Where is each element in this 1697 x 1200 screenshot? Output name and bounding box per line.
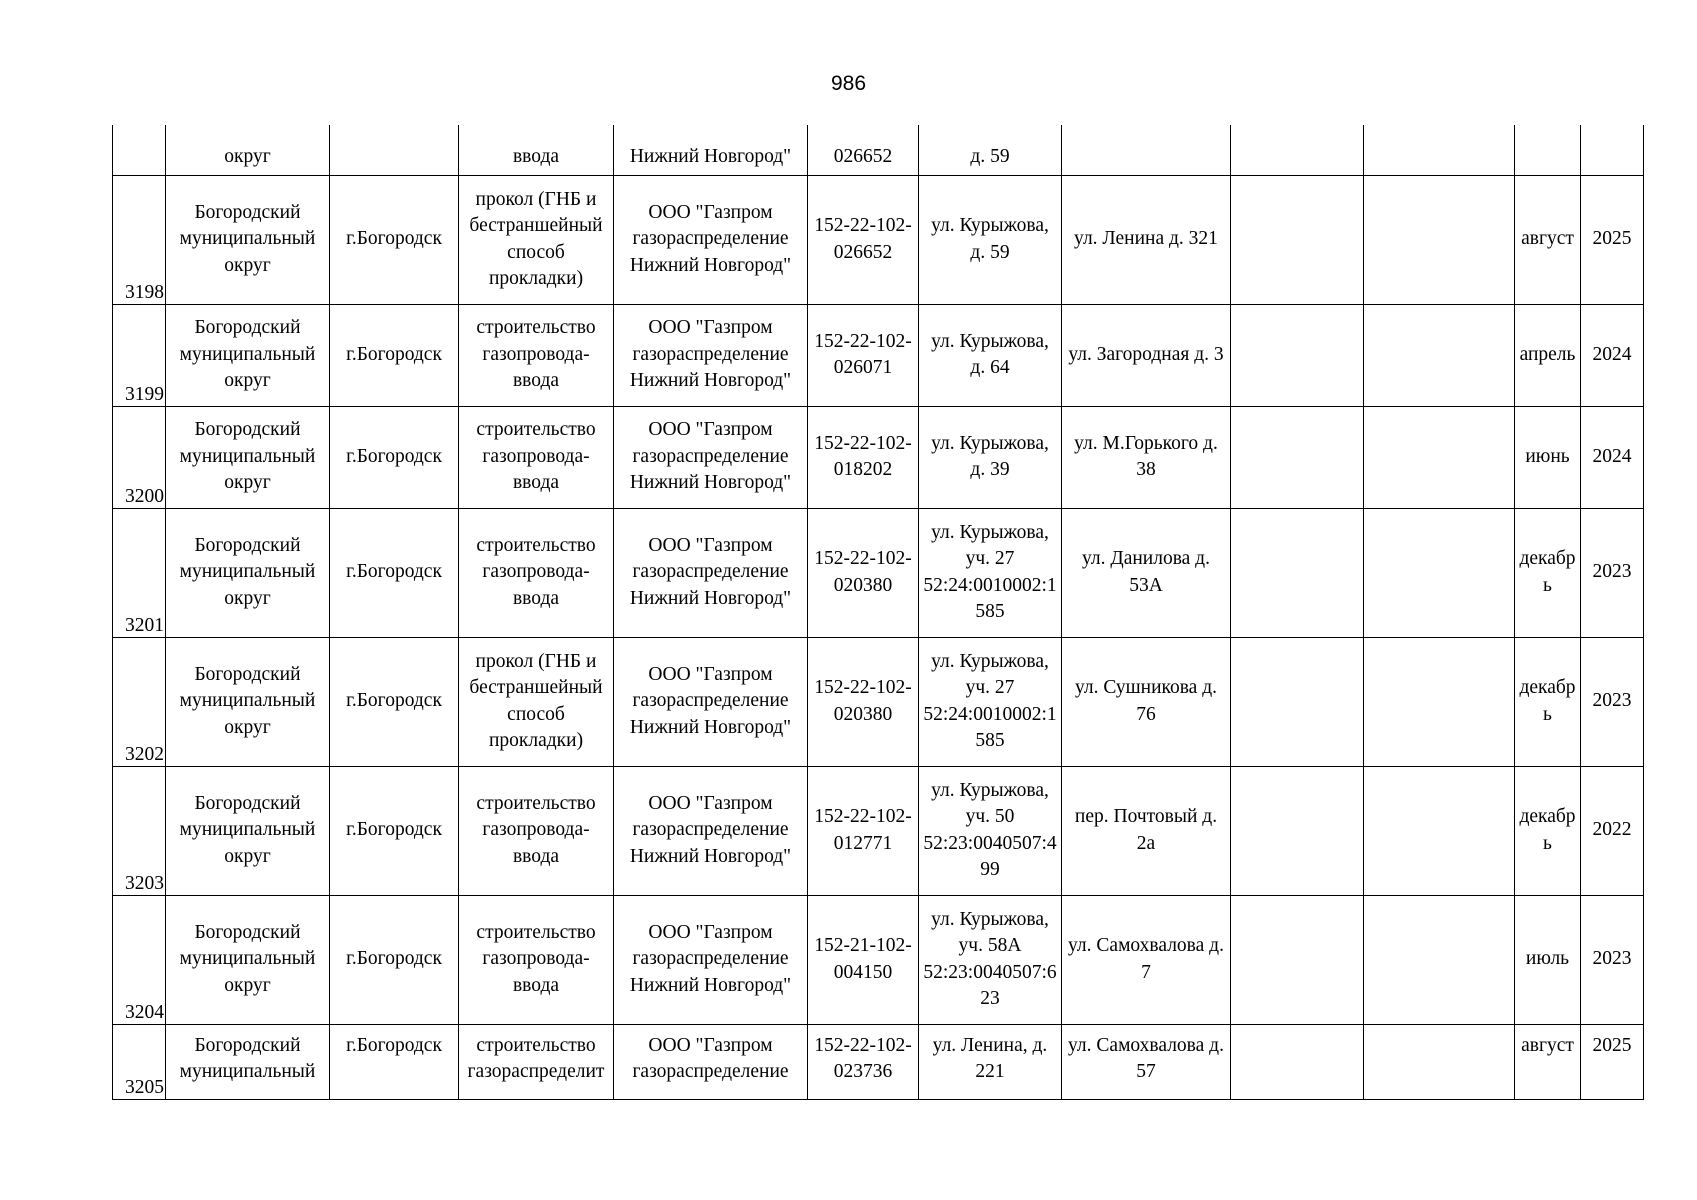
- work-type-cell: [459, 766, 614, 895]
- application-code-text: 152-22-102- 020380: [814, 677, 912, 725]
- year-text: 2023: [1592, 690, 1632, 712]
- address-cell: [919, 175, 1062, 304]
- table-body: [113, 125, 1644, 1099]
- table-row: [113, 175, 1644, 304]
- organization-cell: [614, 508, 808, 637]
- district-text: округ: [224, 146, 271, 167]
- application-code-cell: [808, 766, 919, 895]
- city-text: г.Богородск: [346, 690, 442, 712]
- work-type-text: строительство газопровода- ввода: [476, 792, 596, 867]
- connection-object-text: ул. М.Горького д. 38: [1074, 432, 1218, 480]
- month-text: декабр ь: [1519, 548, 1576, 596]
- address-text: д. 59: [970, 146, 1010, 167]
- organization-cell: [614, 1024, 808, 1099]
- district-cell: [166, 508, 330, 637]
- row-number: [113, 125, 166, 175]
- address-text: ул. Ленина, д. 221: [932, 1034, 1048, 1082]
- district-cell: [166, 175, 330, 304]
- empty-cell: [1364, 304, 1515, 406]
- work-type-cell: [459, 406, 614, 508]
- city-cell: [330, 125, 459, 175]
- city-cell: [330, 508, 459, 637]
- connection-object-cell: [1062, 766, 1231, 895]
- connection-object-cell: [1062, 406, 1231, 508]
- city-cell: [330, 766, 459, 895]
- empty-cell: [1364, 406, 1515, 508]
- table-row: [113, 125, 1644, 175]
- address-text: ул. Курыжова, д. 64: [931, 330, 1049, 378]
- table-row: [113, 406, 1644, 508]
- year-cell: [1581, 406, 1644, 508]
- address-cell: [919, 125, 1062, 175]
- empty-cell: [1364, 766, 1515, 895]
- empty-cell: [1231, 406, 1364, 508]
- application-code-cell: [808, 508, 919, 637]
- organization-cell: [614, 766, 808, 895]
- city-cell: [330, 175, 459, 304]
- year-text: 2024: [1592, 343, 1632, 365]
- address-text: ул. Курыжова, уч. 58А 52:23:0040507:6 23: [923, 908, 1057, 1009]
- application-code-cell: [808, 637, 919, 766]
- address-text: ул. Курыжова, уч. 50 52:23:0040507:4 99: [923, 779, 1057, 880]
- connection-object-text: ул. Самохвалова д. 57: [1068, 1034, 1224, 1082]
- year-text: 2025: [1592, 228, 1632, 250]
- work-type-text: ввода: [512, 146, 560, 167]
- application-code-text: 152-22-102- 012771: [814, 806, 912, 854]
- organization-text: ООО "Газпром газораспределение: [632, 1034, 789, 1082]
- district-text: Богородский муниципальный округ: [179, 921, 316, 996]
- city-text: г.Богородск: [346, 1034, 442, 1056]
- work-type-text: строительство газопровода- ввода: [476, 921, 596, 996]
- month-text: август: [1521, 1034, 1574, 1056]
- empty-cell: [1364, 125, 1515, 175]
- page-number: 986: [830, 72, 867, 95]
- empty-cell: [1231, 304, 1364, 406]
- table-row: [113, 895, 1644, 1024]
- district-text: Богородский муниципальный округ: [179, 419, 316, 494]
- city-text: г.Богородск: [346, 445, 442, 467]
- connection-object-cell: [1062, 895, 1231, 1024]
- district-cell: [166, 766, 330, 895]
- empty-cell: [1364, 508, 1515, 637]
- year-cell: [1581, 1024, 1644, 1099]
- address-cell: [919, 766, 1062, 895]
- district-text: Богородский муниципальный округ: [179, 201, 316, 276]
- year-cell: [1581, 895, 1644, 1024]
- connection-object-cell: [1062, 304, 1231, 406]
- year-cell: [1581, 637, 1644, 766]
- application-code-cell: [808, 304, 919, 406]
- month-text: апрель: [1519, 343, 1576, 365]
- empty-cell: [1231, 508, 1364, 637]
- application-code-cell: [808, 406, 919, 508]
- month-cell: [1515, 895, 1581, 1024]
- organization-cell: [614, 895, 808, 1024]
- district-text: Богородский муниципальный округ: [179, 317, 316, 392]
- application-code-text: 152-21-102- 004150: [814, 935, 912, 983]
- city-text: г.Богородск: [346, 343, 442, 365]
- organization-cell: [614, 175, 808, 304]
- address-cell: [919, 304, 1062, 406]
- district-cell: [166, 125, 330, 175]
- address-text: ул. Курыжова, д. 39: [931, 432, 1049, 480]
- district-text: Богородский муниципальный округ: [179, 792, 316, 867]
- work-type-cell: [459, 508, 614, 637]
- organization-text: ООО "Газпром газораспределение Нижний Новгород": [629, 792, 792, 867]
- month-text: июль: [1525, 948, 1570, 970]
- city-text: г.Богородск: [346, 228, 442, 250]
- work-type-cell: [459, 175, 614, 304]
- application-code-cell: [808, 175, 919, 304]
- empty-cell: [1231, 637, 1364, 766]
- address-cell: [919, 406, 1062, 508]
- connection-object-text: пер. Почтовый д. 2а: [1074, 806, 1218, 854]
- gas-connection-registry-table: [112, 125, 1644, 1100]
- district-cell: [166, 895, 330, 1024]
- month-cell: [1515, 1024, 1581, 1099]
- connection-object-cell: [1062, 1024, 1231, 1099]
- city-text: г.Богородск: [346, 948, 442, 970]
- organization-text: Нижний Новгород": [629, 146, 792, 167]
- table-row: [113, 766, 1644, 895]
- organization-text: ООО "Газпром газораспределение Нижний Новгород": [629, 534, 792, 609]
- district-text: Богородский муниципальный округ: [179, 663, 316, 738]
- district-cell: [166, 406, 330, 508]
- work-type-text: прокол (ГНБ и бестраншейный способ прокладки): [469, 650, 603, 751]
- district-cell: [166, 637, 330, 766]
- organization-cell: [614, 125, 808, 175]
- table-row: [113, 508, 1644, 637]
- connection-object-cell: [1062, 175, 1231, 304]
- month-text: август: [1521, 228, 1574, 250]
- application-code-cell: [808, 1024, 919, 1099]
- month-cell: [1515, 637, 1581, 766]
- table-row: [113, 637, 1644, 766]
- month-text: декабр ь: [1519, 677, 1576, 725]
- year-cell: [1581, 766, 1644, 895]
- year-text: 2024: [1592, 445, 1632, 467]
- city-text: г.Богородск: [346, 819, 442, 841]
- district-cell: [166, 304, 330, 406]
- row-number: 3205: [113, 1024, 166, 1099]
- empty-cell: [1231, 175, 1364, 304]
- work-type-cell: [459, 895, 614, 1024]
- month-cell: [1515, 406, 1581, 508]
- year-text: 2022: [1592, 819, 1632, 841]
- application-code-text: 152-22-102- 020380: [814, 548, 912, 596]
- connection-object-cell: [1062, 508, 1231, 637]
- row-number: 3204: [113, 895, 166, 1024]
- month-cell: [1515, 304, 1581, 406]
- application-code-text: 152-22-102- 026652: [814, 215, 912, 263]
- address-text: ул. Курыжова, уч. 27 52:24:0010002:1 585: [923, 521, 1057, 622]
- empty-cell: [1364, 637, 1515, 766]
- address-text: ул. Курыжова, д. 59: [931, 215, 1049, 263]
- work-type-text: строительство газопровода- ввода: [476, 419, 596, 494]
- work-type-cell: [459, 1024, 614, 1099]
- application-code-text: 152-22-102- 018202: [814, 432, 912, 480]
- address-cell: [919, 637, 1062, 766]
- organization-text: ООО "Газпром газораспределение Нижний Новгород": [629, 921, 792, 996]
- work-type-text: прокол (ГНБ и бестраншейный способ прокладки): [469, 188, 603, 289]
- work-type-cell: [459, 637, 614, 766]
- organization-cell: [614, 304, 808, 406]
- connection-object-text: ул. Данилова д. 53А: [1082, 548, 1210, 596]
- row-number: 3198: [113, 175, 166, 304]
- work-type-text: строительство газопровода- ввода: [476, 317, 596, 392]
- city-text: г.Богородск: [346, 561, 442, 583]
- connection-object-text: ул. Ленина д. 321: [1074, 228, 1218, 250]
- year-text: 2023: [1592, 948, 1632, 970]
- application-code-text: 152-22-102- 023736: [814, 1034, 912, 1082]
- address-text: ул. Курыжова, уч. 27 52:24:0010002:1 585: [923, 650, 1057, 751]
- table-row: [113, 304, 1644, 406]
- year-cell: [1581, 304, 1644, 406]
- city-cell: [330, 406, 459, 508]
- row-number: 3199: [113, 304, 166, 406]
- district-text: Богородский муниципальный: [179, 1034, 316, 1082]
- organization-cell: [614, 406, 808, 508]
- year-cell: [1581, 125, 1644, 175]
- organization-cell: [614, 637, 808, 766]
- connection-object-cell: [1062, 637, 1231, 766]
- year-cell: [1581, 508, 1644, 637]
- district-text: Богородский муниципальный округ: [179, 534, 316, 609]
- work-type-text: строительство газораспределит: [467, 1034, 605, 1082]
- month-cell: [1515, 766, 1581, 895]
- application-code-cell: [808, 125, 919, 175]
- application-code-text: 026652: [833, 146, 893, 167]
- city-cell: [330, 304, 459, 406]
- row-number: 3201: [113, 508, 166, 637]
- address-cell: [919, 895, 1062, 1024]
- row-number: 3203: [113, 766, 166, 895]
- city-cell: [330, 895, 459, 1024]
- empty-cell: [1231, 1024, 1364, 1099]
- month-text: июнь: [1525, 445, 1570, 467]
- organization-text: ООО "Газпром газораспределение Нижний Новгород": [629, 201, 792, 276]
- city-cell: [330, 637, 459, 766]
- connection-object-text: ул. Самохвалова д. 7: [1068, 935, 1224, 983]
- month-cell: [1515, 175, 1581, 304]
- empty-cell: [1364, 1024, 1515, 1099]
- row-number: 3202: [113, 637, 166, 766]
- organization-text: ООО "Газпром газораспределение Нижний Новгород": [629, 317, 792, 392]
- year-text: 2023: [1592, 561, 1632, 583]
- work-type-text: строительство газопровода- ввода: [476, 534, 596, 609]
- address-cell: [919, 508, 1062, 637]
- row-number: 3200: [113, 406, 166, 508]
- connection-object-cell: [1062, 125, 1231, 175]
- month-text: декабр ь: [1519, 806, 1576, 854]
- organization-text: ООО "Газпром газораспределение Нижний Новгород": [629, 663, 792, 738]
- empty-cell: [1231, 125, 1364, 175]
- connection-object-text: ул. Сушникова д. 76: [1074, 677, 1218, 725]
- connection-object-text: ул. Загородная д. 3: [1068, 343, 1224, 365]
- work-type-cell: [459, 125, 614, 175]
- city-cell: [330, 1024, 459, 1099]
- year-text: 2025: [1592, 1034, 1632, 1056]
- application-code-text: 152-22-102- 026071: [814, 330, 912, 378]
- address-cell: [919, 1024, 1062, 1099]
- application-code-cell: [808, 895, 919, 1024]
- year-cell: [1581, 175, 1644, 304]
- work-type-cell: [459, 304, 614, 406]
- empty-cell: [1231, 766, 1364, 895]
- empty-cell: [1364, 895, 1515, 1024]
- organization-text: ООО "Газпром газораспределение Нижний Новгород": [629, 419, 792, 494]
- month-cell: [1515, 508, 1581, 637]
- empty-cell: [1364, 175, 1515, 304]
- table-row: [113, 1024, 1644, 1099]
- empty-cell: [1231, 895, 1364, 1024]
- month-cell: [1515, 125, 1581, 175]
- district-cell: [166, 1024, 330, 1099]
